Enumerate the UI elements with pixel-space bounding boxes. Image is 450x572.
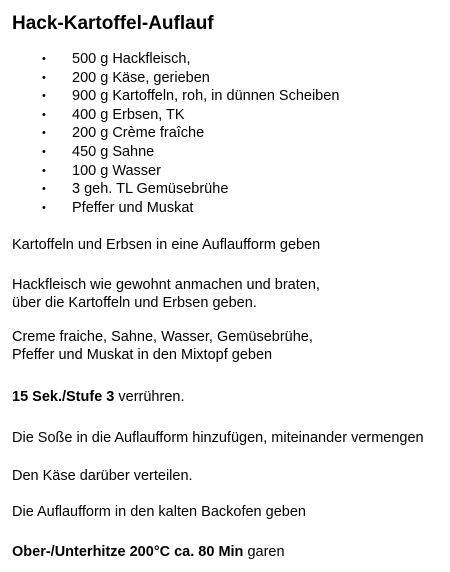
bullet-icon: • [42, 71, 46, 84]
ingredient-text: 450 g Sahne [72, 143, 155, 160]
step-add-cheese: Den Käse darüber verteilen. [12, 468, 193, 484]
recipe-title: Hack-Kartoffel-Auflauf [12, 13, 214, 34]
step-emphasis: Ober-/Unterhitze 200°C ca. 80 Min [12, 544, 244, 560]
bullet-icon: • [42, 53, 46, 65]
step-add-sauce: Die Soße in die Auflaufform hinzufügen, miteinander vermengen [12, 430, 424, 446]
ingredient-text: 200 g Crème fraîche [72, 125, 205, 142]
ingredient-item [0, 69, 339, 88]
step-line: Hackfleisch wie gewohnt anmachen und braten, [12, 277, 320, 293]
ingredient-item [0, 106, 339, 125]
ingredient-text: 100 g Wasser [72, 162, 161, 179]
ingredient-text: 500 g Hackfleisch, [72, 51, 191, 67]
bullet-icon: • [42, 145, 46, 158]
step-bake [12, 543, 285, 561]
bullet-icon: • [42, 183, 46, 196]
step-line: über die Kartoffeln und Erbsen geben. [12, 295, 257, 311]
step-line: Creme fraiche, Sahne, Wasser, Gemüsebrühe, [12, 329, 313, 345]
bullet-icon: • [42, 164, 46, 177]
step-sauce-ingredients [12, 328, 313, 364]
ingredient-item [0, 162, 339, 181]
step-into-oven: Die Auflaufform in den kalten Backofen geben [12, 504, 306, 520]
ingredient-list [0, 50, 339, 217]
step-combine-vegetables: Kartoffeln und Erbsen in eine Auflaufform geben [12, 237, 321, 253]
step-text: verrühren. [114, 389, 185, 405]
ingredient-item [0, 180, 339, 199]
bullet-icon: • [42, 90, 46, 103]
ingredient-item [0, 124, 339, 143]
bullet-icon: • [42, 108, 46, 121]
ingredient-text: 200 g Käse, gerieben [72, 69, 210, 86]
ingredient-item [0, 143, 339, 162]
ingredient-text: 400 g Erbsen, TK [72, 106, 185, 123]
step-text: garen [243, 544, 285, 560]
step-mix [12, 388, 184, 406]
ingredient-item [0, 87, 339, 106]
ingredient-text: 900 g Kartoffeln, roh, in dünnen Scheiben [72, 88, 340, 105]
bullet-icon: • [42, 201, 46, 214]
bullet-icon: • [42, 127, 46, 140]
step-brown-meat [12, 276, 320, 312]
step-emphasis: 15 Sek./Stufe 3 [12, 389, 115, 405]
ingredient-item [0, 199, 339, 218]
step-line: Pfeffer und Muskat in den Mixtopf geben [12, 347, 273, 363]
ingredient-text: Pfeffer und Muskat [72, 199, 194, 216]
ingredient-item [0, 50, 339, 69]
ingredient-text: 3 geh. TL Gemüsebrühe [72, 181, 229, 198]
